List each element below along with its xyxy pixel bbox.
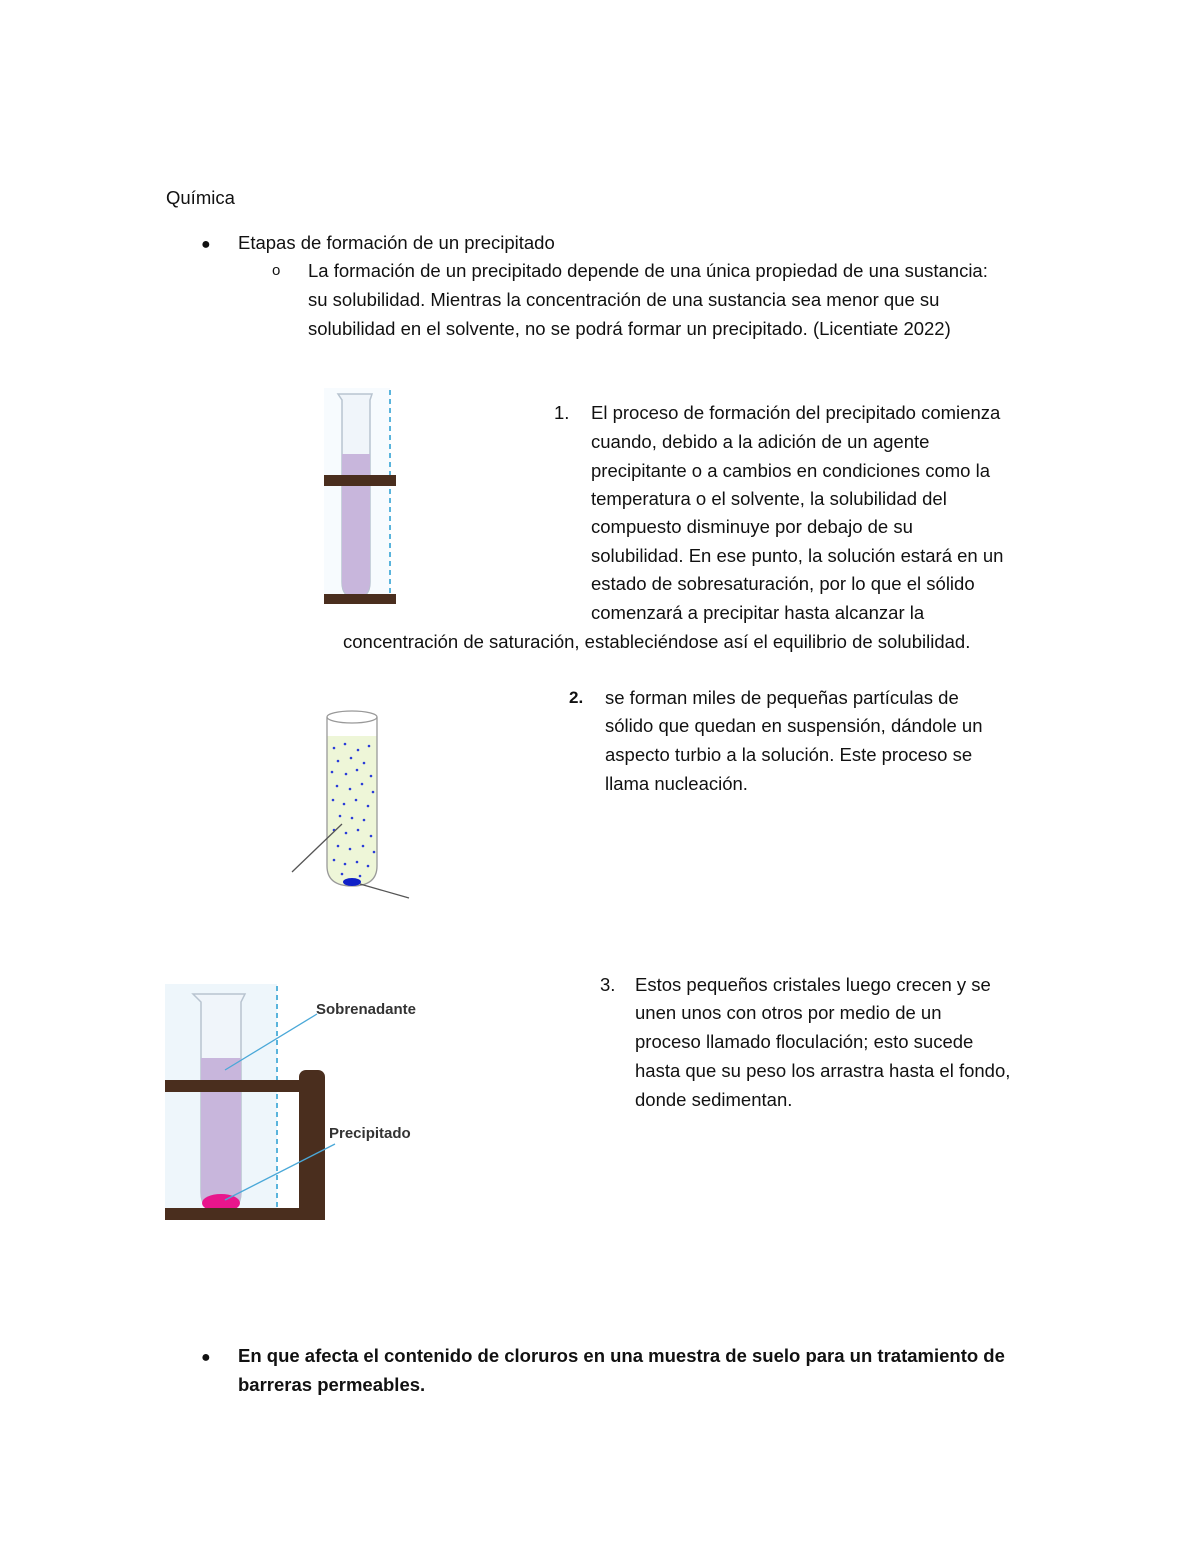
sub-bullet-line: su solubilidad. Mientras la concentración de una sustancia sea menor que su <box>308 289 940 310</box>
bullet-heading: Etapas de formación de un precipitado <box>238 232 555 253</box>
sediment <box>343 878 361 886</box>
step-line: estado de sobresaturación, por lo que el sólido <box>591 573 975 594</box>
step-line: compuesto disminuye por debajo de su <box>591 516 913 537</box>
rack-bar-top <box>324 475 396 486</box>
sub-bullet-line: La formación de un precipitado depende de una única propiedad de una sustancia: <box>308 260 988 281</box>
rack-bar-bottom <box>324 594 396 604</box>
question-line: En que afecta el contenido de cloruros en una muestra de suelo para un tratamiento de <box>238 1345 1005 1366</box>
step-line: El proceso de formación del precipitado comienza <box>591 402 1001 423</box>
step-line: se forman miles de pequeñas partículas de <box>605 687 959 708</box>
sub-bullet-marker: o <box>272 262 281 279</box>
step-line: proceso llamado floculación; esto sucede <box>635 1031 974 1052</box>
step-line: concentración de saturación, estableciéndose así el equilibrio de solubilidad. <box>343 631 971 652</box>
step-line: unen unos con otros por medio de un <box>635 1002 942 1023</box>
step-number: 3. <box>600 974 616 995</box>
step-line: temperatura o el solvente, la solubilidad del <box>591 488 947 509</box>
label-sobrenadante: Sobrenadante <box>316 1001 417 1018</box>
step-number: 1. <box>554 402 570 423</box>
sub-bullet-line: solubilidad en el solvente, no se podrá formar un precipitado. (Licentiate 2022) <box>308 318 951 339</box>
step-line: cuando, debido a la adición de un agente <box>591 431 930 452</box>
test-tube-figure-2 <box>288 706 413 902</box>
tube-rim <box>327 711 377 723</box>
step-line: Estos pequeños cristales luego crecen y se <box>635 974 991 995</box>
step-line: comenzará a precipitar hasta alcanzar la <box>591 602 925 623</box>
question-line: barreras permeables. <box>238 1374 426 1395</box>
test-tube-figure-1 <box>320 386 400 608</box>
step-line: solubilidad. En ese punto, la solución estará en un <box>591 545 1004 566</box>
step-line: llama nucleación. <box>605 773 748 794</box>
step-line: hasta que su peso los arrastra hasta el fondo, <box>635 1060 1011 1081</box>
step-line: aspecto turbio a la solución. Este proceso se <box>605 744 973 765</box>
step-number: 2. <box>569 688 584 707</box>
rack-bar-bottom <box>165 1208 325 1220</box>
step-line: sólido que quedan en suspensión, dándole un <box>605 715 983 736</box>
bullet-marker: ● <box>201 1349 211 1366</box>
bullet-marker: ● <box>201 236 211 253</box>
step-line: precipitante o a cambios en condiciones como la <box>591 460 991 481</box>
step-line: donde sedimentan. <box>635 1089 793 1110</box>
pointer-line <box>360 884 409 898</box>
rack-post <box>299 1070 325 1220</box>
page-title: Química <box>166 187 235 208</box>
label-precipitado: Precipitado <box>329 1125 411 1142</box>
